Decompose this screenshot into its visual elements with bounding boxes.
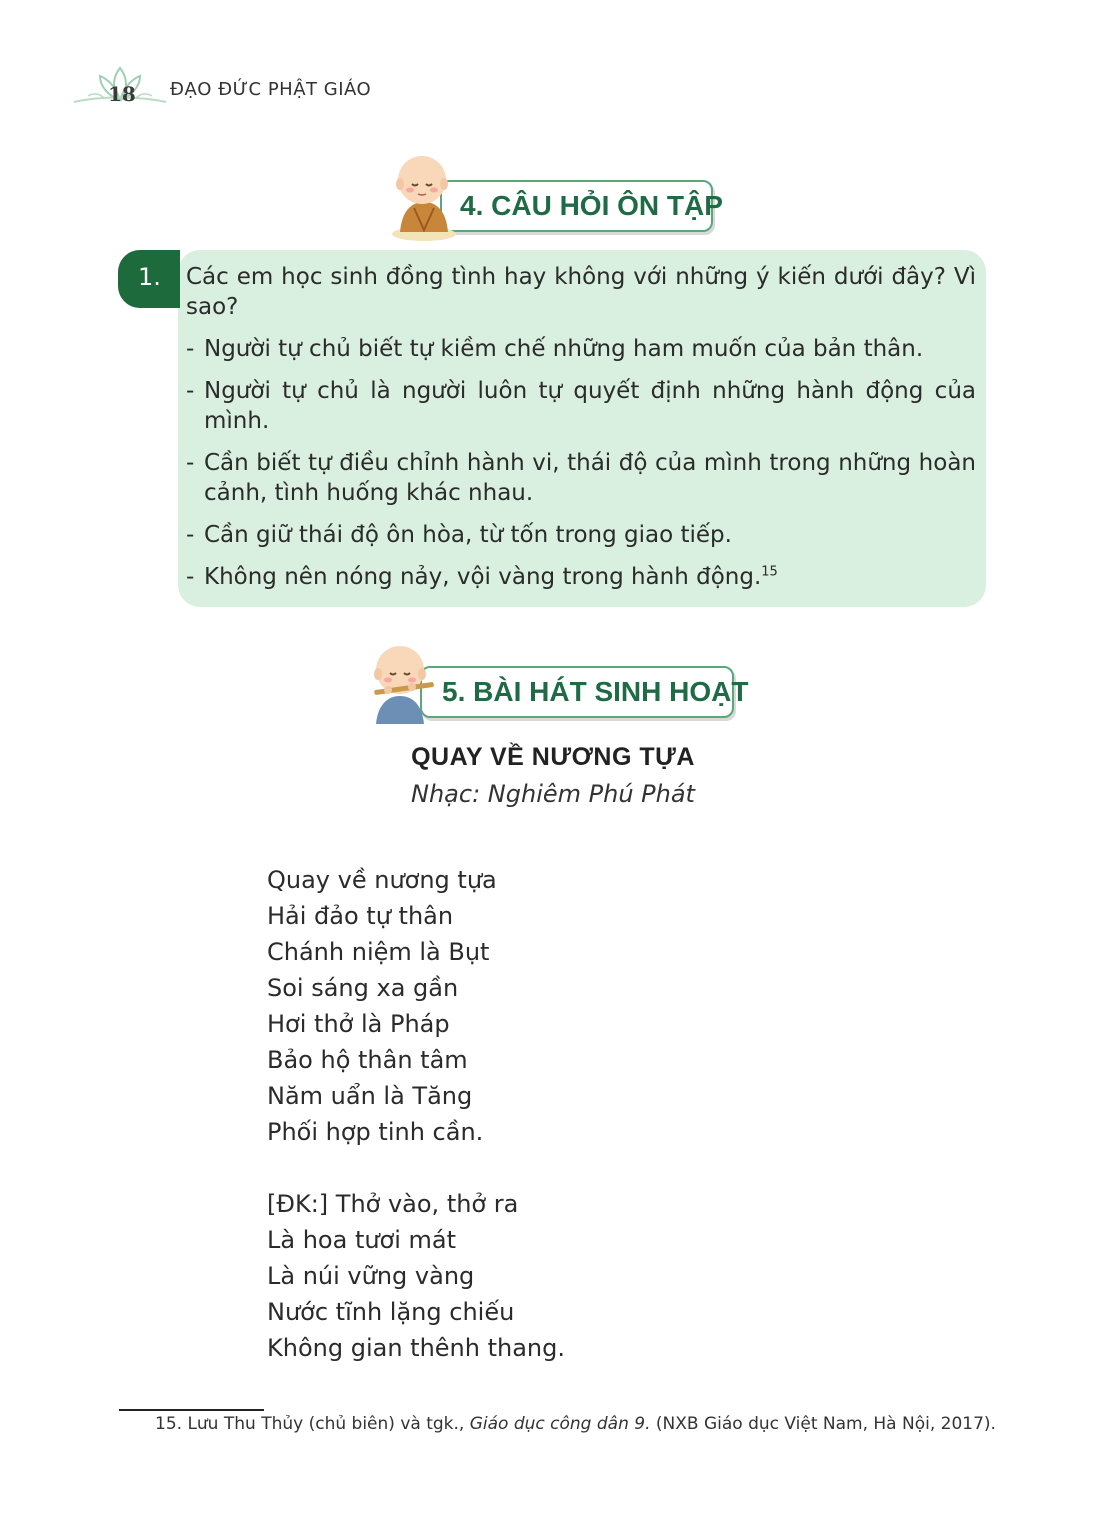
song-composer: Nhạc: Nghiêm Phú Phát [411,780,695,808]
lyric-line: Là hoa tươi mát [267,1226,457,1254]
lyric-line: Phối hợp tinh cần. [267,1118,484,1146]
lyric-line: Năm uẩn là Tăng [267,1082,473,1110]
lyric-line: Chánh niệm là Bụt [267,938,490,966]
section-5-banner [368,640,749,732]
lyric-line: Quay về nương tựa [267,866,497,894]
book-title: ĐẠO ĐỨC PHẬT GIÁO [170,79,372,100]
lyric-line: Bảo hộ thân tâm [267,1046,468,1074]
footnote-divider [119,1409,264,1411]
monk-flute-icon [368,640,438,732]
question-content [186,262,976,592]
song-lyrics [267,862,565,1366]
footnote-marker[interactable]: 15 [761,564,778,580]
lyric-line: Hơi thở là Pháp [267,1010,450,1038]
question-item: - Cần biết tự điều chỉnh hành vi, thái độ của mình trong những hoàn cảnh, tình huống khác nhau. [186,450,976,506]
question-item: - Cần giữ thái độ ôn hòa, từ tốn trong giao tiếp. [186,522,732,548]
song-title: QUAY VỀ NƯƠNG TỰA [411,743,695,771]
section-4-banner [388,152,723,244]
lyric-line: Nước tĩnh lặng chiếu [267,1298,515,1326]
section-4-title: 4. CÂU HỎI ÔN TẬP [460,190,723,221]
question-item: - Không nên nóng nảy, vội vàng trong hành động.$^{15}$ [186,564,778,590]
question-item: - Người tự chủ là người luôn tự quyết định những hành động của mình. [186,378,976,434]
lyric-line: [ĐK:] Thở vào, thở ra [267,1190,519,1218]
stanza-gap [267,1150,565,1186]
footnote [155,1414,996,1434]
page-number: 18 [108,82,136,106]
lyric-line: Hải đảo tự thân [267,902,454,930]
page-header [70,62,490,112]
question-number: 1. [118,250,180,308]
footnote-prefix: 15. Lưu Thu Thủy (chủ biên) và tgk., [155,1414,470,1434]
section-5-title: 5. BÀI HÁT SINH HOẠT [442,676,749,707]
lyric-line: Không gian thênh thang. [267,1334,565,1362]
footnote-suffix: (NXB Giáo dục Việt Nam, Hà Nội, 2017). [650,1414,996,1434]
monk-meditating-icon [388,152,458,244]
question-item: - Người tự chủ biết tự kiềm chế những ham muốn của bản thân. [186,336,924,362]
footnote-book-title: Giáo dục công dân 9. [469,1414,651,1434]
question-prompt: Các em học sinh đồng tình hay không với những ý kiến dưới đây? Vì sao? [186,264,976,320]
lyric-line: Soi sáng xa gần [267,974,459,1002]
lyric-line: Là núi vững vàng [267,1262,475,1290]
